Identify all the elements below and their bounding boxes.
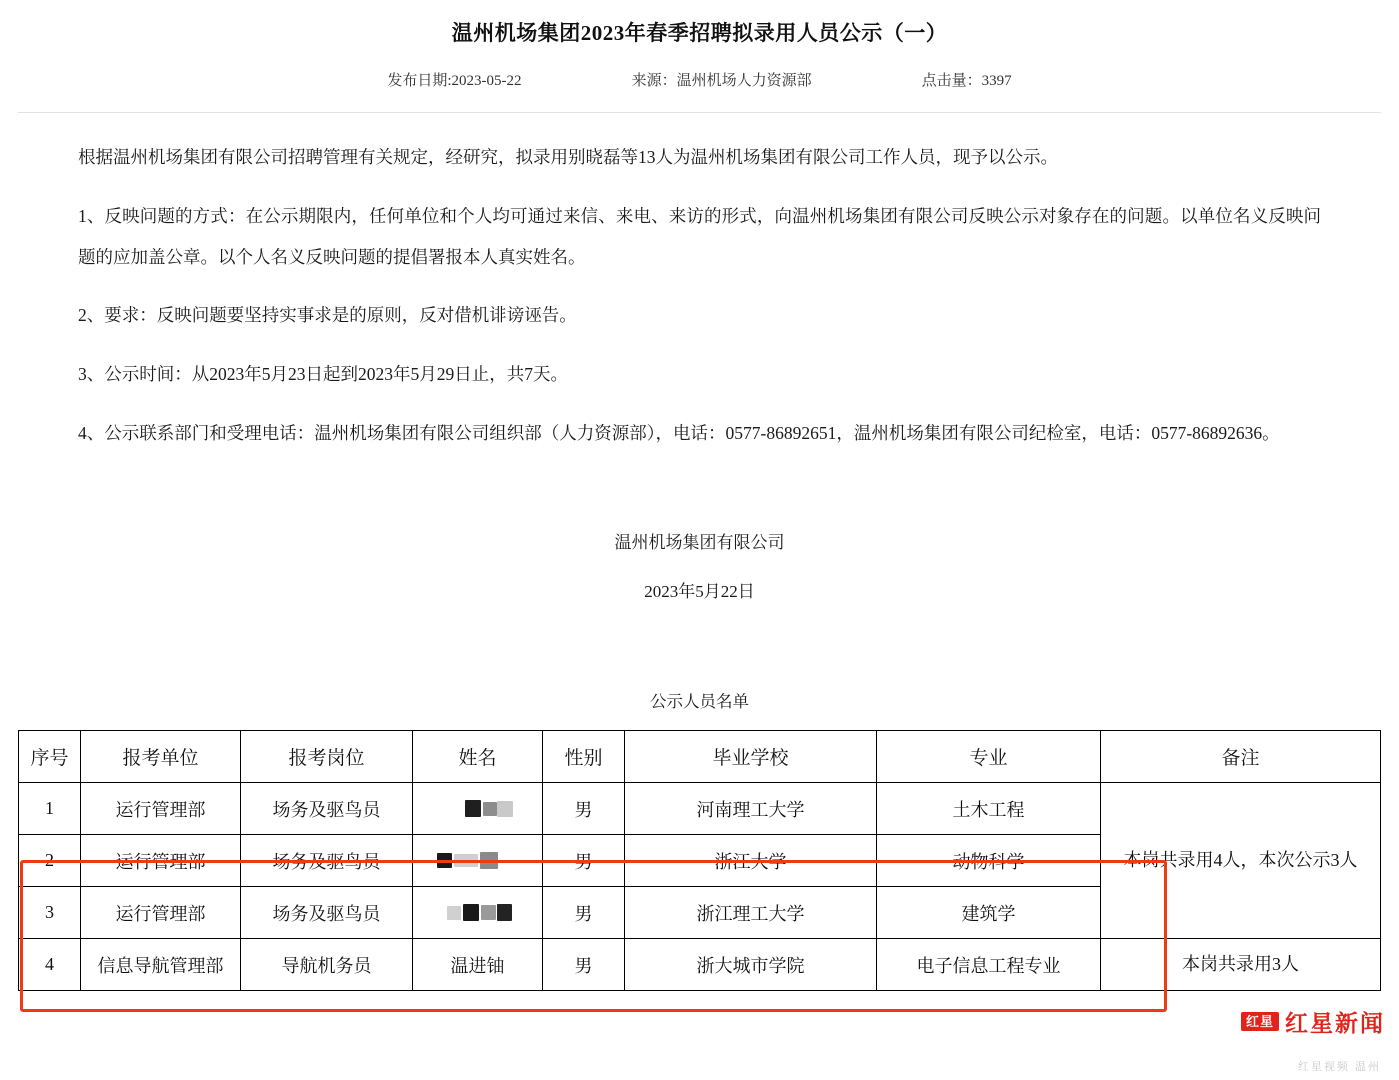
signature-org: 温州机场集团有限公司	[614, 532, 785, 552]
cell-no: 1	[19, 783, 81, 835]
cell-unit: 运行管理部	[81, 835, 241, 887]
column-header-school: 毕业学校	[625, 731, 877, 783]
paragraph: 2、要求：反映问题要坚持实事求是的原则，反对借机诽谤诬告。	[78, 305, 577, 326]
cell-major: 电子信息工程专业	[877, 939, 1101, 991]
cell-note: 本岗共录用3人	[1101, 939, 1381, 991]
cell-post: 场务及驱鸟员	[241, 887, 413, 939]
cell-post: 场务及驱鸟员	[241, 783, 413, 835]
cell-name	[413, 887, 543, 939]
column-header-post: 报考岗位	[241, 731, 413, 783]
header-divider	[18, 112, 1381, 113]
cell-unit: 运行管理部	[81, 783, 241, 835]
cell-no: 2	[19, 835, 81, 887]
cell-name	[413, 835, 543, 887]
table-row	[19, 939, 1381, 991]
view-count: 点击量：3397	[921, 73, 1012, 89]
cell-school: 河南理工大学	[625, 783, 877, 835]
column-header-sex: 性别	[543, 731, 625, 783]
column-header-unit: 报考单位	[81, 731, 241, 783]
paragraph: 1、反映问题的方式：在公示期限内，任何单位和个人均可通过来信、来电、来访的形式，向温州机场集团有限公司反映公示对象存在的问题。以单位名义反映问题的应加盖公章。以个人名义反映问题的提倡署报本人真实姓名。	[78, 205, 1321, 267]
cell-school: 浙江理工大学	[625, 887, 877, 939]
cell-school: 浙大城市学院	[625, 939, 877, 991]
cell-major: 动物科学	[877, 835, 1101, 887]
roster-table	[18, 730, 1381, 991]
cell-sex: 男	[543, 783, 625, 835]
column-header-note: 备注	[1101, 731, 1381, 783]
table-row	[19, 783, 1381, 835]
cell-sex: 男	[543, 939, 625, 991]
cell-name: 温进铀	[413, 939, 543, 991]
cell-school: 浙江大学	[625, 835, 877, 887]
brand-name: 红星新闻	[1285, 1010, 1385, 1036]
cell-note: 本岗共录用4人，本次公示3人	[1101, 783, 1381, 939]
cell-sex: 男	[543, 887, 625, 939]
document-body	[0, 137, 1399, 454]
cell-major: 建筑学	[877, 887, 1101, 939]
column-header-no: 序号	[19, 731, 81, 783]
roster-caption: 公示人员名单	[650, 692, 749, 712]
cell-post: 场务及驱鸟员	[241, 835, 413, 887]
cell-post: 导航机务员	[241, 939, 413, 991]
cell-name	[413, 783, 543, 835]
cell-no: 3	[19, 887, 81, 939]
source: 来源：温州机场人力资源部	[631, 73, 812, 89]
document-meta	[0, 69, 1399, 90]
paragraph: 3、公示时间：从2023年5月23日起到2023年5月29日止，共7天。	[78, 364, 568, 384]
paragraph: 4、公示联系部门和受理电话：温州机场集团有限公司组织部（人力资源部），电话：0577-86892651，温州机场集团有限公司纪检室，电话：0577-86892636。	[78, 422, 1280, 443]
publish-date: 发布日期:2023-05-22	[387, 73, 522, 89]
cell-sex: 男	[543, 835, 625, 887]
brand-badge: 红星	[1241, 1012, 1279, 1032]
redacted-name-icon	[435, 798, 521, 820]
cell-unit: 信息导航管理部	[81, 939, 241, 991]
cell-unit: 运行管理部	[81, 887, 241, 939]
watermark-sub: 红星视频 温州	[1297, 1061, 1381, 1073]
column-header-major: 专业	[877, 731, 1101, 783]
signature-date: 2023年5月22日	[644, 582, 755, 602]
table-header-row	[19, 731, 1381, 783]
page-title: 温州机场集团2023年春季招聘拟录用人员公示（一）	[451, 21, 948, 45]
redacted-name-icon	[435, 902, 521, 924]
cell-major: 土木工程	[877, 783, 1101, 835]
cell-no: 4	[19, 939, 81, 991]
signature-block	[0, 518, 1399, 617]
watermark	[1241, 1005, 1385, 1038]
paragraph: 根据温州机场集团有限公司招聘管理有关规定，经研究，拟录用别晓磊等13人为温州机场集团有限公司工作人员，现予以公示。	[78, 147, 1058, 167]
redacted-name-icon	[435, 850, 521, 872]
column-header-name: 姓名	[413, 731, 543, 783]
